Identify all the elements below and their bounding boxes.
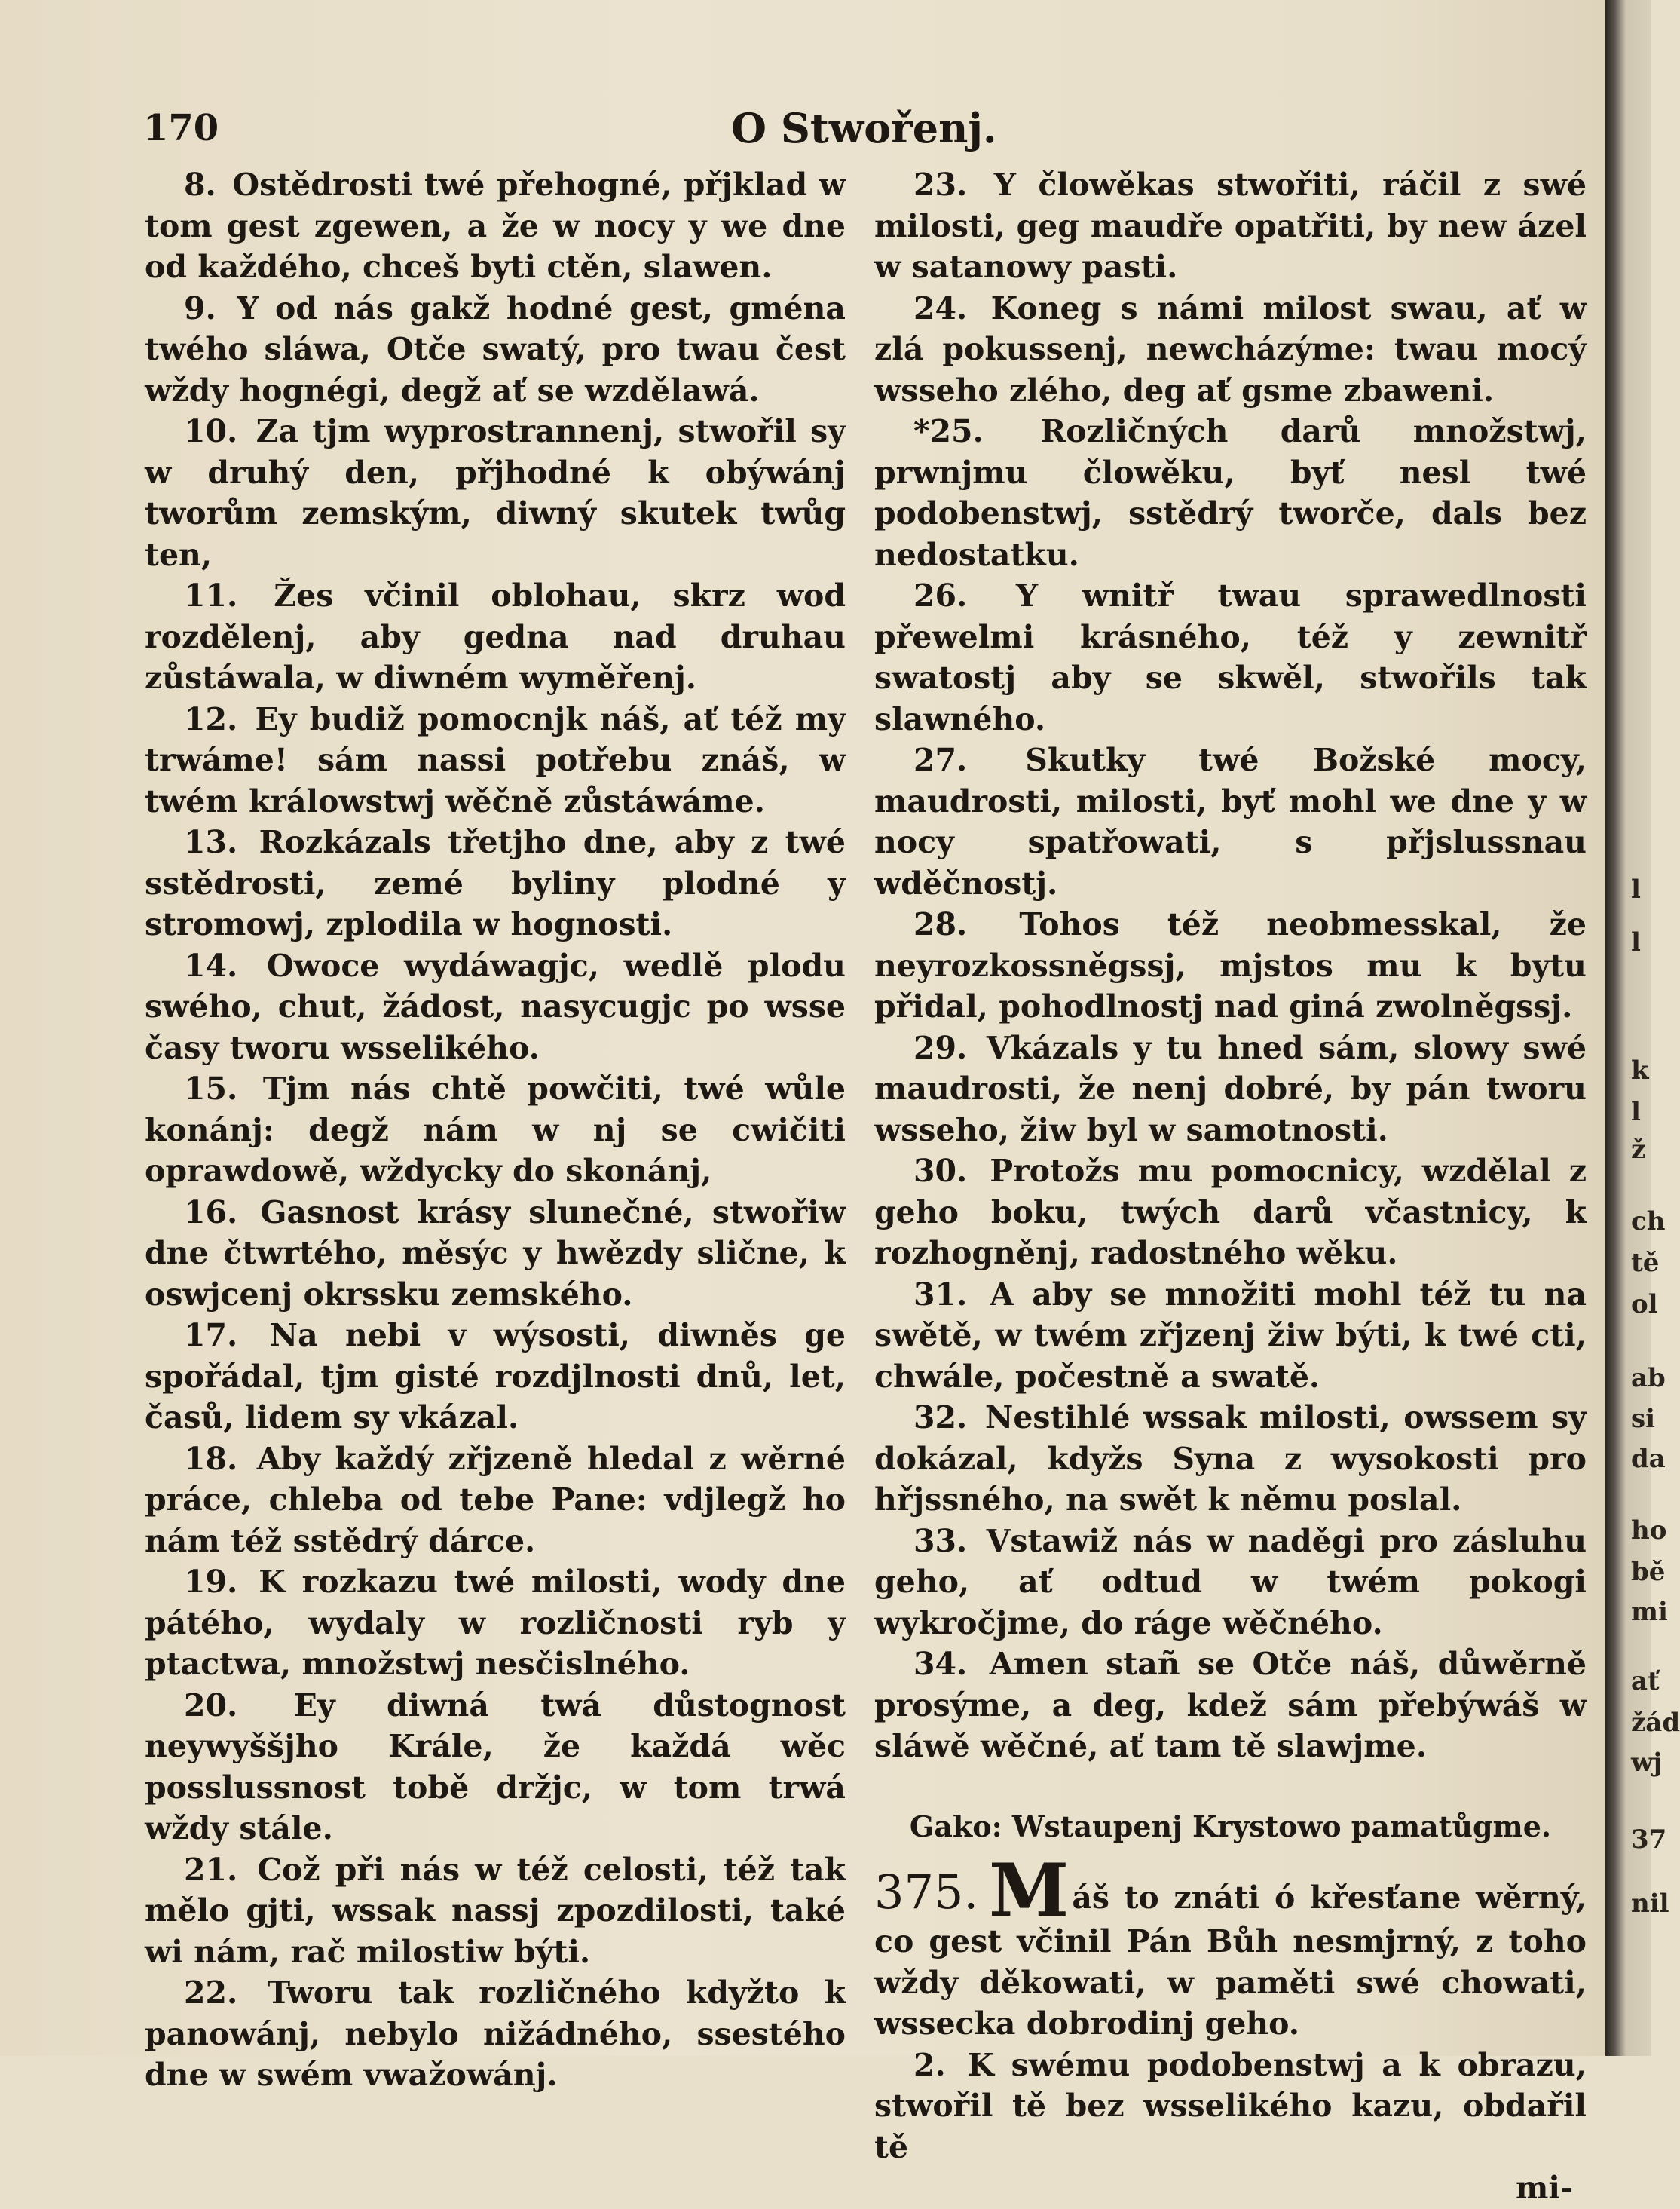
- verse: 8. Ostědrosti twé přehogné, přjklad w tom gest zgewen, a že w nocy y we dne od každého, chceš byti ctěn, slawen.: [145, 167, 846, 285]
- verse: 15. Tjm nás chtě powčiti, twé wůle konánj: degž nám w nj se cwičiti oprawdowě, wždycky do skonánj,: [145, 1071, 846, 1189]
- verse: *25. Rozličných darů množstwj, prwnjmu člowěku, byť nesl twé podobenstwj, sstědrý tworče, dals bez nedostatku.: [874, 413, 1587, 573]
- edge-fragment: ho: [1631, 1515, 1667, 1546]
- hymn-first-verse: 375. Máš to znáti ó křesťane wěrný, co gest včinil Pán Bůh nesmjrný, z toho wždy děkowati, w paměti swé chowati, wssecka dobrodinj geho.: [874, 1848, 1587, 2042]
- verse: 11. Žes včinil oblohau, skrz wod rozdělenj, aby gedna nad druhau zůstáwala, w diwném wyměřenj.: [145, 578, 846, 696]
- edge-fragment: ž: [1631, 1135, 1646, 1165]
- verse: 34. Amen stañ se Otče náš, důwěrně prosýme, a deg, kdež sám přebýwáš w sláwě wěčné, ať tam tě slawjme.: [874, 1646, 1587, 1764]
- verse: 26. Y wnitř twau sprawedlnosti přewelmi krásného, též y zewnitř swatostj aby se skwěl, stwořils tak slawného.: [874, 578, 1587, 737]
- edge-fragment: žád: [1631, 1708, 1680, 1738]
- verse: 32. Nestihlé wssak milosti, owssem sy dokázal, kdyžs Syna z wysokosti pro hřjssného, na swět k němu poslal.: [874, 1399, 1587, 1518]
- edge-fragment: ať: [1631, 1666, 1660, 1696]
- edge-fragment: ab: [1631, 1363, 1666, 1393]
- edge-fragment: bě: [1631, 1557, 1666, 1587]
- edge-fragment: mi: [1631, 1597, 1668, 1627]
- hymn-number: 375.: [874, 1864, 979, 1919]
- verse: 23. Y člowěkas stwořiti, ráčil z swé milosti, geg maudře opatřiti, by new ázel w satanowy pasti.: [874, 167, 1587, 285]
- edge-fragment: l: [1631, 927, 1641, 957]
- verse: 28. Tohos též neobmesskal, že neyrozkossněgssj, mjstos mu k bytu přidal, pohodlnostj nad giná zwolněgssj.: [874, 906, 1587, 1025]
- verse: 17. Na nebi v wýsosti, diwněs ge spořádal, tjm gisté rozdjlnosti dnů, let, časů, lidem sy vkázal.: [145, 1317, 846, 1435]
- edge-fragment: k: [1631, 1055, 1649, 1086]
- edge-fragment: wj: [1631, 1748, 1663, 1778]
- verse: 30. Protožs mu pomocnicy, wzdělal z geho boku, twých darů včastnicy, k rozhogněnj, radostného wěku.: [874, 1153, 1587, 1271]
- catchword: mi-: [1516, 2170, 1573, 2206]
- verse: 29. Vkázals y tu hned sám, slowy swé maudrosti, že nenj dobré, by pán tworu wsseho, žiw byl w samotnosti.: [874, 1029, 1587, 1148]
- edge-fragment: da: [1631, 1444, 1666, 1474]
- verse: 14. Owoce wydáwagjc, wedlě plodu swého, chut, žádost, nasycugjc po wsse časy tworu wsselikého.: [145, 947, 846, 1066]
- edge-fragment: l: [1631, 875, 1641, 905]
- verse: 21. Což při nás w též celosti, též tak mělo gjti, wssak nassj zpozdilosti, také wi nám, rač milostiw býti.: [145, 1851, 846, 1970]
- page-number: 170: [143, 107, 219, 149]
- verse: 24. Koneg s námi milost swau, ať w zlá pokussenj, newcházýme: twau mocý wsseho zlého, deg ať gsme zbaweni.: [874, 290, 1587, 409]
- edge-fragment: ch: [1631, 1206, 1666, 1236]
- edge-fragment: l: [1631, 1097, 1641, 1127]
- verse: 18. Aby každý zřjzeně hledal z wěrné práce, chleba od tebe Pane: vdjlegž ho nám též sstědrý dárce.: [145, 1440, 846, 1559]
- edge-fragment: si: [1631, 1404, 1656, 1434]
- next-page-edge: [1605, 0, 1680, 2056]
- verse: 13. Rozkázals třetjho dne, aby z twé sstědrosti, zemé byliny plodné y stromowj, zplodila w hognosti.: [145, 824, 846, 942]
- edge-fragment: ol: [1631, 1289, 1658, 1319]
- verse: 9. Y od nás gakž hodné gest, gména twého sláwa, Otče swatý, pro twau čest wždy hognégi, degž ať se wzdělawá.: [145, 290, 846, 409]
- hymn-heading: Gako: Wstaupenj Krystowo pamatůgme.: [909, 1809, 1552, 1843]
- drop-cap: M: [989, 1848, 1070, 1933]
- left-column: [145, 164, 846, 2096]
- verse: 19. K rozkazu twé milosti, wody dne pátého, wydaly w rozličnosti ryb y ptactwa, množstwj nesčislného.: [145, 1564, 846, 1682]
- page-header: [143, 104, 1560, 160]
- verse: 33. Vstawiž nás w naděgi pro zásluhu geho, ať odtud w twém pokogi wykročjme, do ráge wěčného.: [874, 1522, 1587, 1641]
- verse: 27. Skutky twé Božské mocy, maudrosti, milosti, byť mohl we dne y w nocy spatřowati, s přjslussnau wděčnostj.: [874, 742, 1587, 902]
- right-column: [874, 164, 1587, 2209]
- edge-fragment: nil: [1631, 1889, 1669, 1919]
- verse: 12. Ey budiž pomocnjk náš, ať též my trwáme! sám nassi potřebu znáš, w twém králowstwj wěčně zůstáwáme.: [145, 700, 846, 820]
- verse: 31. A aby se množiti mohl též tu na swětě, w twém zřjzenj žiw býti, k twé cti, chwále, počestně a swatě.: [874, 1276, 1587, 1395]
- verse: 20. Ey diwná twá důstognost neywyššjho Krále, že každá wěc posslussnost tobě držjc, w tom trwá wždy stále.: [145, 1687, 846, 1846]
- verse: 22. Tworu tak rozličného kdyžto k panowánj, nebylo nižádného, ssestého dne w swém vwažowánj.: [145, 1975, 846, 2093]
- verse: 10. Za tjm wyprostrannenj, stwořil sy w druhý den, přjhodné k obýwánj tworům zemským, diwný skutek twůg ten,: [145, 413, 846, 573]
- edge-fragment: 37: [1631, 1824, 1667, 1855]
- verse: 2. K swému podobenstwj a k obrazu, stwořil tě bez wsselikého kazu, obdařil tě: [874, 2046, 1587, 2165]
- running-title: O Stwořenj.: [731, 104, 997, 152]
- verse: 16. Gasnost krásy slunečné, stwořiw dne čtwrtého, měsýc y hwězdy slične, k oswjcenj okrssku zemského.: [145, 1193, 846, 1313]
- edge-fragment: tě: [1631, 1248, 1660, 1278]
